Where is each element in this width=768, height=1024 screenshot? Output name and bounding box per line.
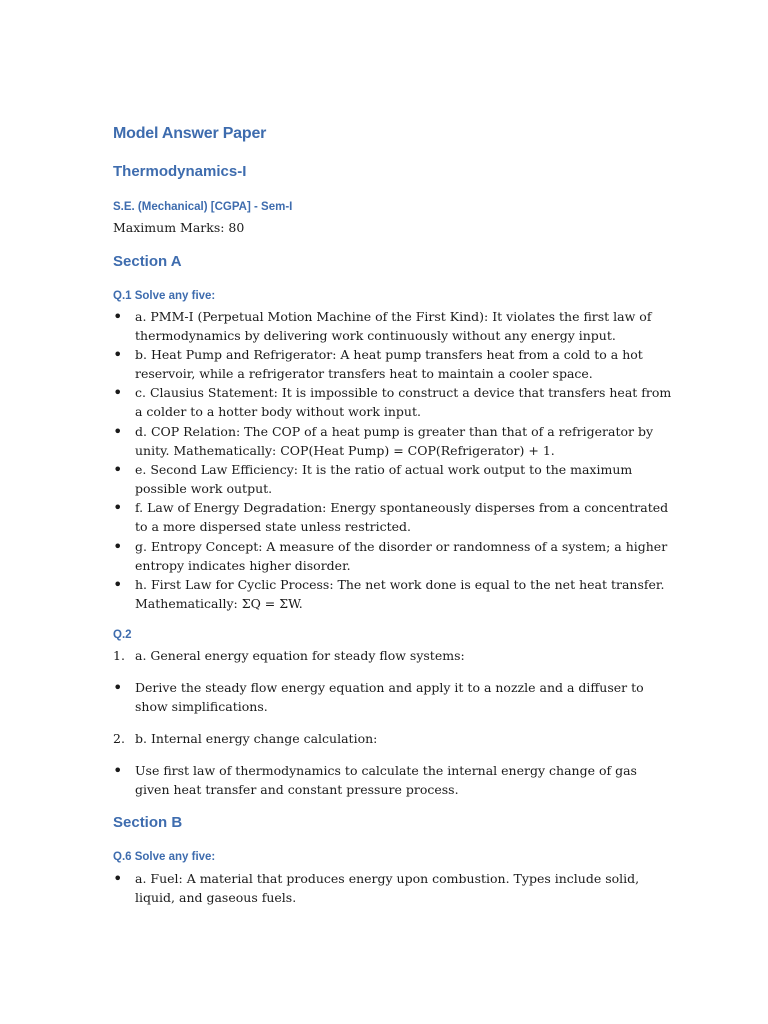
- list-item-text: e. Second Law Efficiency: It is the ratio of actual work output to the maximum possible work output.: [135, 462, 633, 496]
- course-heading: S.E. (Mechanical) [CGPA] - Sem-I: [113, 201, 293, 213]
- bullet-icon: •: [113, 498, 123, 517]
- list-item: [113, 761, 673, 799]
- list-item: [113, 460, 673, 498]
- max-marks: Maximum Marks: 80: [113, 220, 245, 235]
- section-b-heading: Section B: [113, 814, 183, 831]
- list-item: [113, 575, 673, 613]
- list-item-text: g. Entropy Concept: A measure of the disorder or randomness of a system; a higher entropy indicates higher disorder.: [135, 539, 668, 573]
- bullet-icon: •: [113, 575, 123, 594]
- subject-heading: Thermodynamics-I: [113, 163, 247, 180]
- bullet-icon: •: [113, 869, 123, 888]
- list-item-text: Use first law of thermodynamics to calculate the internal energy change of gas given heat transfer and constant pressure process.: [135, 763, 637, 797]
- list-item-text: c. Clausius Statement: It is impossible to construct a device that transfers heat from a colder to a hotter body without work input.: [135, 385, 672, 419]
- list-item: [113, 537, 673, 575]
- list-item-text: b. Heat Pump and Refrigerator: A heat pump transfers heat from a cold to a hot reservoir, while a refrigerator transfers heat to maintain a cooler space.: [135, 347, 643, 381]
- numbered-item: [113, 729, 673, 748]
- list-item: [113, 383, 673, 421]
- q2-heading: Q.2: [113, 629, 132, 641]
- list-item-text: h. First Law for Cyclic Process: The net work done is equal to the net heat transfer. Mathematically: ΣQ = ΣW.: [135, 577, 665, 611]
- list-item-text: a. Fuel: A material that produces energy upon combustion. Types include solid, liquid, and gaseous fuels.: [135, 871, 640, 905]
- bullet-icon: •: [113, 307, 123, 326]
- list-item: [113, 869, 673, 907]
- bullet-icon: •: [113, 383, 123, 402]
- numbered-item: [113, 646, 673, 665]
- q6-heading: Q.6 Solve any five:: [113, 851, 216, 863]
- q1-heading: Q.1 Solve any five:: [113, 290, 216, 302]
- list-item: [113, 498, 673, 536]
- list-item: [113, 422, 673, 460]
- numbered-item-text: b. Internal energy change calculation:: [135, 731, 378, 746]
- item-number: 2.: [113, 731, 125, 746]
- list-item-text: Derive the steady flow energy equation and apply it to a nozzle and a diffuser to show simplifications.: [135, 680, 644, 714]
- bullet-icon: •: [113, 422, 123, 441]
- list-item: [113, 345, 673, 383]
- item-number: 1.: [113, 648, 125, 663]
- list-item: [113, 307, 673, 345]
- bullet-icon: •: [113, 460, 123, 479]
- numbered-item-text: a. General energy equation for steady flow systems:: [135, 648, 465, 663]
- bullet-icon: •: [113, 761, 123, 780]
- section-a-heading: Section A: [113, 253, 182, 270]
- list-item: [113, 678, 673, 716]
- bullet-icon: •: [113, 537, 123, 556]
- bullet-icon: •: [113, 678, 123, 697]
- list-item-text: d. COP Relation: The COP of a heat pump is greater than that of a refrigerator by unity. Mathematically: COP(Heat Pump) = COP(Refrigerator) + 1.: [135, 424, 654, 458]
- bullet-icon: •: [113, 345, 123, 364]
- list-item-text: f. Law of Energy Degradation: Energy spontaneously disperses from a concentrated to a more dispersed state unless restricted.: [135, 500, 669, 534]
- page-title: Model Answer Paper: [113, 125, 267, 142]
- list-item-text: a. PMM-I (Perpetual Motion Machine of the First Kind): It violates the first law of thermodynamics by delivering work continuously without any energy input.: [135, 309, 652, 343]
